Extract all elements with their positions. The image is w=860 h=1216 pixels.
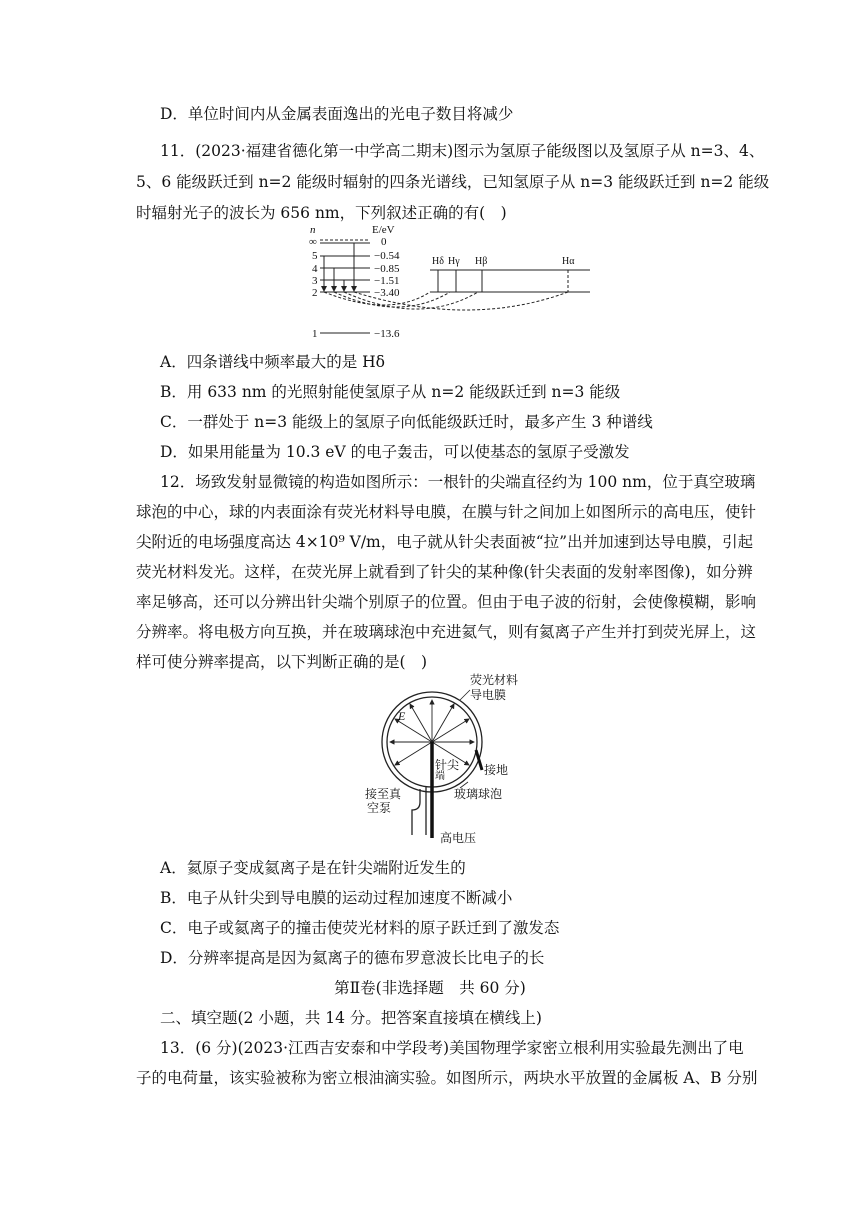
level-n-3: 3 xyxy=(312,275,318,287)
fill-blank-heading: 二、填空题(2 小题，共 14 分。把答案直接填在横线上) xyxy=(160,1009,542,1027)
level-e-1: −13.6 xyxy=(374,328,400,340)
level-n-4: 4 xyxy=(312,263,318,275)
level-e-3: −1.51 xyxy=(374,275,400,287)
energy-level-diagram xyxy=(300,222,600,348)
label-field-e: E xyxy=(398,709,406,723)
option-12d: D．分辨率提高是因为氦离子的德布罗意波长比电子的长 xyxy=(160,949,545,967)
axis-e-label: E/eV xyxy=(372,224,395,236)
level-n-inf: ∞ xyxy=(309,236,317,248)
level-e-5: −0.54 xyxy=(374,250,400,262)
option-11a: A．四条谱线中频率最大的是 Hδ xyxy=(160,353,385,371)
label-tip-2: 端 xyxy=(435,771,445,782)
question-11-line-1: 11．(2023·福建省德化第一中学高二期末)图示为氢原子能级图以及氢原子从 n=3、4、 xyxy=(160,142,765,160)
question-12-line-6: 分辨率。将电极方向互换，并在玻璃球泡中充进氦气，则有氦离子产生并打到荧光屏上，这 xyxy=(136,623,757,641)
question-12-line-4: 荧光材料发光。这样，在荧光屏上就看到了针尖的某种像(针尖表面的发射率图像)，如分辨 xyxy=(136,563,753,581)
level-n-1: 1 xyxy=(312,328,318,340)
option-12c: C．电子或氦离子的撞击使荧光材料的原子跃迁到了激发态 xyxy=(160,919,560,937)
question-11-line-3: 时辐射光子的波长为 656 nm，下列叙述正确的有( ) xyxy=(136,204,507,222)
label-high-voltage: 高电压 xyxy=(440,831,477,845)
label-vacuum-2: 空泵 xyxy=(367,801,392,815)
label-vacuum-1: 接至真 xyxy=(365,787,402,801)
question-13-line-2: 子的电荷量，该实验被称为密立根油滴实验。如图所示，两块水平放置的金属板 A、B 分别 xyxy=(136,1069,758,1087)
question-13-line-1: 13．(6 分)(2023·江西吉安泰和中学段考)美国物理学家密立根利用实验最先测出了电 xyxy=(160,1039,744,1057)
question-12-line-5: 率足够高，还可以分辨出针尖端个别原子的位置。但由于电子波的衍射，会使像模糊，影响 xyxy=(136,593,757,611)
field-emission-microscope-diagram xyxy=(360,670,560,852)
option-10d: D．单位时间内从金属表面逸出的光电子数目将减少 xyxy=(160,105,514,123)
question-12-line-2: 球泡的中心，球的内表面涂有荧光材料导电膜，在膜与针之间加上如图所示的高电压，使针 xyxy=(136,503,757,521)
option-11d: D．如果用能量为 10.3 eV 的电子轰击，可以使基态的氢原子受激发 xyxy=(160,443,630,461)
line-label-hdelta: Hδ xyxy=(432,256,444,267)
level-n-5: 5 xyxy=(312,250,318,262)
label-film-1: 荧光材料 xyxy=(470,673,519,687)
option-12b: B．电子从针尖到导电膜的运动过程加速度不断减小 xyxy=(160,889,513,907)
option-11c: C．一群处于 n=3 能级上的氢原子向低能级跃迁时，最多产生 3 种谱线 xyxy=(160,413,653,431)
label-tip-1: 针尖 xyxy=(435,758,460,772)
level-n-2: 2 xyxy=(312,287,318,299)
question-12-line-3: 尖附近的电场强度高达 4×10⁹ V/m，电子就从针尖表面被“拉”出并加速到达导电膜，引起 xyxy=(136,533,754,551)
level-e-2: −3.40 xyxy=(374,287,400,299)
label-glass-bulb: 玻璃球泡 xyxy=(454,787,503,801)
question-11-line-2: 5、6 能级跃迁到 n=2 能级时辐射的四条光谱线，已知氢原子从 n=3 能级跃迁到 n=2 能级 xyxy=(136,173,770,191)
option-11b: B．用 633 nm 的光照射能使氢原子从 n=2 能级跃迁到 n=3 能级 xyxy=(160,383,621,401)
section-heading: 第Ⅱ卷(非选择题 共 60 分) xyxy=(334,979,526,997)
option-12a: A．氦原子变成氦离子是在针尖端附近发生的 xyxy=(160,859,466,877)
level-e-inf: 0 xyxy=(381,236,387,248)
level-e-4: −0.85 xyxy=(374,263,400,275)
label-ground: 接地 xyxy=(484,763,509,777)
question-12-line-1: 12．场致发射显微镜的构造如图所示：一根针的尖端直径约为 100 nm，位于真空玻璃 xyxy=(160,473,756,491)
line-label-hbeta: Hβ xyxy=(475,256,488,267)
label-film-2: 导电膜 xyxy=(470,688,507,702)
axis-n-label: n xyxy=(310,224,316,236)
line-label-hgamma: Hγ xyxy=(448,256,460,267)
question-12-line-7: 样可使分辨率提高，以下判断正确的是( ) xyxy=(136,653,428,671)
line-label-halpha: Hα xyxy=(562,256,575,267)
